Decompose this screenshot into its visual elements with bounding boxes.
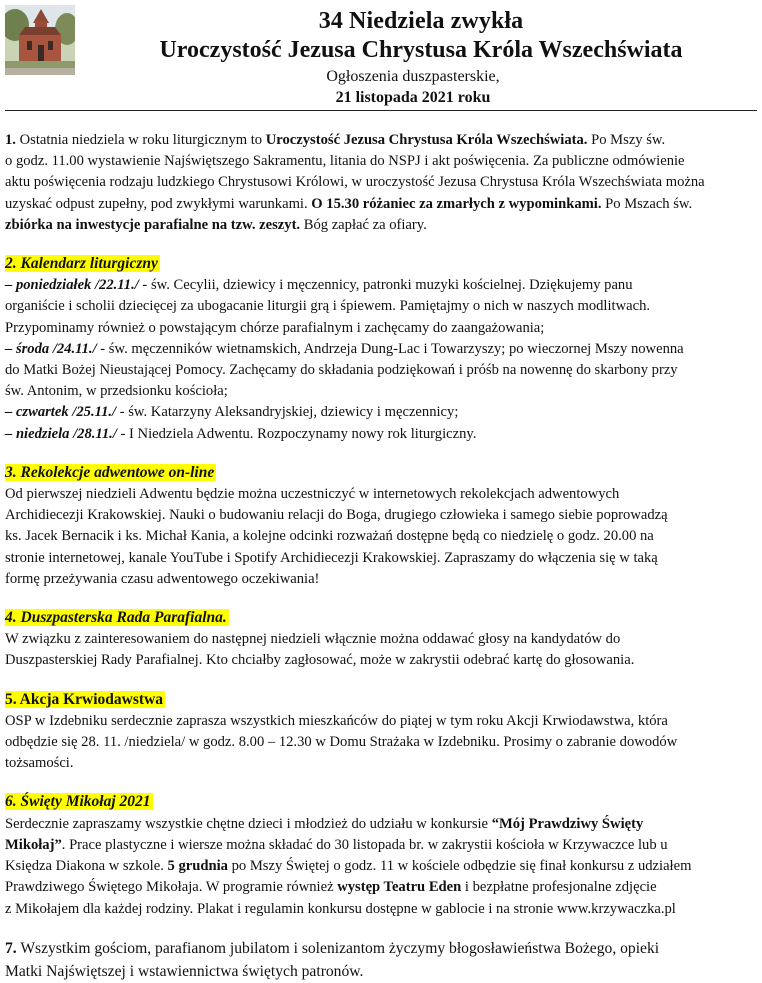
calendar-day: – niedziela /28.11./ — [5, 425, 117, 442]
text-fragment: Wszystkim gościom, parafianom jubilatom i solenizantom życzymy błogosławieństwa Bożego, opieki — [16, 939, 660, 957]
section-3-line: stronie internetowej, kanale YouTube i Spotify Archidiecezji Krakowskiej. Zapraszamy do włączenia się w taką — [5, 549, 658, 566]
church-photo-icon — [5, 5, 75, 75]
page-title: 34 Niedziela zwykła — [318, 8, 524, 34]
section-7-line — [5, 937, 757, 960]
section-3-line: ks. Jacek Bernacik i ks. Michał Kania, a kolejne odcinki rozważań dostępne będą co niedzielę o godz. 20.00 na — [5, 528, 654, 545]
page-header — [0, 0, 762, 112]
calendar-day: – czwartek /25.11./ — [5, 404, 117, 421]
text-fragment: - św. Cecylii, dziewicy i męczennicy, patronki muzyki kościelnej. Dziękujemy panu — [138, 277, 633, 294]
section-3-line: Archidiecezji Krakowskiej. Nauki o budowaniu relacji do Boga, drugiego człowieka i samego siebie poprowadzą — [5, 507, 668, 524]
section-3-line: Od pierwszej niedzieli Adwentu będzie można uczestniczyć w internetowych rekolekcjach adwentowych — [5, 486, 620, 503]
section-1-line — [5, 194, 757, 215]
section-3 — [5, 462, 757, 590]
section-1 — [5, 130, 757, 236]
section-2-line: do Matki Bożej Nieustającej Pomocy. Zachęcamy do składania podziękowań i próśb na nowennę do skarbony przy — [5, 362, 678, 379]
page-subtitle-feast: Uroczystość Jezusa Chrystusa Króla Wszechświata — [159, 37, 683, 63]
section-3-heading: 3. Rekolekcje adwentowe on-line — [5, 463, 215, 481]
section-6-line — [5, 856, 757, 877]
section-6 — [5, 791, 757, 919]
rosary-note: O 15.30 różaniec za zmarłych z wypominkami. — [311, 195, 602, 212]
text-fragment: - św. Katarzyny Aleksandryjskiej, dziewicy i męczennicy; — [116, 404, 459, 421]
section-4-line: Duszpasterskiej Rady Parafialnej. Kto chciałby zagłosować, może w zakrystii odebrać kartę do głosowania. — [5, 652, 635, 669]
section-2-line — [5, 424, 757, 445]
section-6-line — [5, 877, 757, 898]
section-4-heading: 4. Duszpasterska Rada Parafialna. — [5, 609, 227, 627]
announcements-label: Ogłoszenia duszpasterskie, — [326, 68, 500, 85]
text-fragment: po Mszy Świętej o godz. 11 w kościele odbędzie się finał konkursu z udziałem — [227, 858, 692, 875]
section-1-line — [5, 215, 757, 236]
section-5-heading-line — [5, 689, 757, 711]
contest-name: “Mój Prawdziwy Święty — [491, 815, 644, 832]
text-fragment: . Prace plastyczne i wiersze można składać do 30 listopada br. w zakrystii kościoła w Krzywaczce lub u — [61, 836, 668, 853]
section-2-heading-line — [5, 253, 757, 275]
section-5-line: tożsamości. — [5, 755, 74, 772]
collection-note: zbiórka na inwestycje parafialne na tzw. zeszyt. — [5, 216, 301, 233]
text-fragment: i bezpłatne profesjonalne zdjęcie — [461, 879, 657, 896]
text-fragment: Serdecznie zapraszamy wszystkie chętne dzieci i młodzież do udziału w konkursie — [5, 815, 492, 832]
section-3-heading-line — [5, 462, 757, 484]
text-fragment: uzyskać odpust zupełny, pod zwykłymi warunkami. — [5, 195, 312, 212]
section-1-number: 1. — [5, 132, 16, 148]
section-7-number: 7. — [5, 939, 17, 957]
section-2-line — [5, 402, 757, 423]
feast-name: Uroczystość Jezusa Chrystusa Króla Wszechświata. — [265, 132, 588, 148]
contest-name: Mikołaj” — [5, 836, 62, 853]
section-2 — [5, 253, 757, 445]
text-fragment: Po Mszy św. — [587, 132, 666, 148]
section-7 — [5, 937, 757, 983]
section-1-line — [5, 130, 757, 151]
final-date: 5 grudnia — [167, 858, 228, 875]
text-fragment: Ostatnia niedziela w roku liturgicznym to — [15, 132, 266, 148]
section-2-line — [5, 275, 757, 296]
calendar-day: – poniedziałek /22.11./ — [5, 277, 139, 294]
section-4-heading-line — [5, 607, 757, 629]
text-fragment: - I Niedziela Adwentu. Rozpoczynamy nowy rok liturgiczny. — [116, 425, 477, 442]
section-5-heading: 5. Akcja Krwiodawstwa — [5, 690, 164, 708]
text-fragment: - św. męczenników wietnamskich, Andrzeja Dung-Lac i Towarzyszy; po wieczornej Mszy nowenna — [96, 340, 684, 357]
theatre-performance: występ Teatru Eden — [337, 879, 462, 896]
announcements-body — [5, 130, 757, 983]
section-4-line: W związku z zainteresowaniem do następnej niedzieli włącznie można oddawać głosy na kandydatów do — [5, 631, 621, 648]
section-5-line: OSP w Izdebniku serdecznie zaprasza wszystkich mieszkańców do piątej w tym roku Akcji Krwiodawstwa, która — [5, 712, 668, 729]
header-divider — [5, 110, 757, 111]
section-6-line: z Mikołajem dla każdej rodziny. Plakat i regulamin konkursu dostępne w gablocie i na stronie www.krzywaczka.pl — [5, 900, 676, 917]
section-6-heading: 6. Święty Mikołaj 2021 — [5, 793, 151, 811]
section-1-line: o godz. 11.00 wystawienie Najświętszego Sakramentu, litania do NSPJ i akt poświęcenia. Za publiczne odmówienie — [5, 153, 685, 170]
text-fragment: Księdza Diakona w szkole. — [5, 858, 168, 875]
text-fragment: Bóg zapłać za ofiary. — [300, 216, 427, 233]
text-fragment: Prawdziwego Świętego Mikołaja. W programie również — [5, 879, 338, 896]
section-2-line: św. Antonim, w przedsionku kościoła; — [5, 383, 228, 400]
section-2-line: Przypominamy również o powstającym chórze parafialnym i zachęcamy do zaangażowania; — [5, 319, 545, 336]
section-4 — [5, 607, 757, 672]
section-2-line — [5, 339, 757, 360]
section-5-line: odbędzie się 28. 11. /niedziela/ w godz. 8.00 – 12.30 w Domu Strażaka w Izdebniku. Prosimy o zabranie dowodów — [5, 734, 678, 751]
text-fragment: Po Mszach św. — [601, 195, 693, 212]
section-5 — [5, 689, 757, 775]
section-2-line: organiście i scholii dziecięcej za ubogacanie liturgii grą i śpiewem. Pamiętajmy o nich w naszych modlitwach. — [5, 298, 651, 315]
section-2-heading: 2. Kalendarz liturgiczny — [5, 255, 158, 273]
section-6-heading-line — [5, 791, 757, 813]
section-1-line: aktu poświęcenia rodzaju ludzkiego Chrystusowi Królowi, w uroczystość Jezusa Chrystusa Króla Wszechświata można — [5, 174, 705, 191]
announcements-date: 21 listopada 2021 roku — [335, 89, 491, 106]
calendar-day: – środa /24.11./ — [5, 340, 97, 357]
section-3-line: formę przeżywania czasu adwentowego oczekiwania! — [5, 570, 320, 587]
section-6-line — [5, 814, 757, 835]
section-6-line — [5, 835, 757, 856]
section-7-line: Matki Najświętszej i wstawiennictwa świętych patronów. — [5, 962, 364, 980]
